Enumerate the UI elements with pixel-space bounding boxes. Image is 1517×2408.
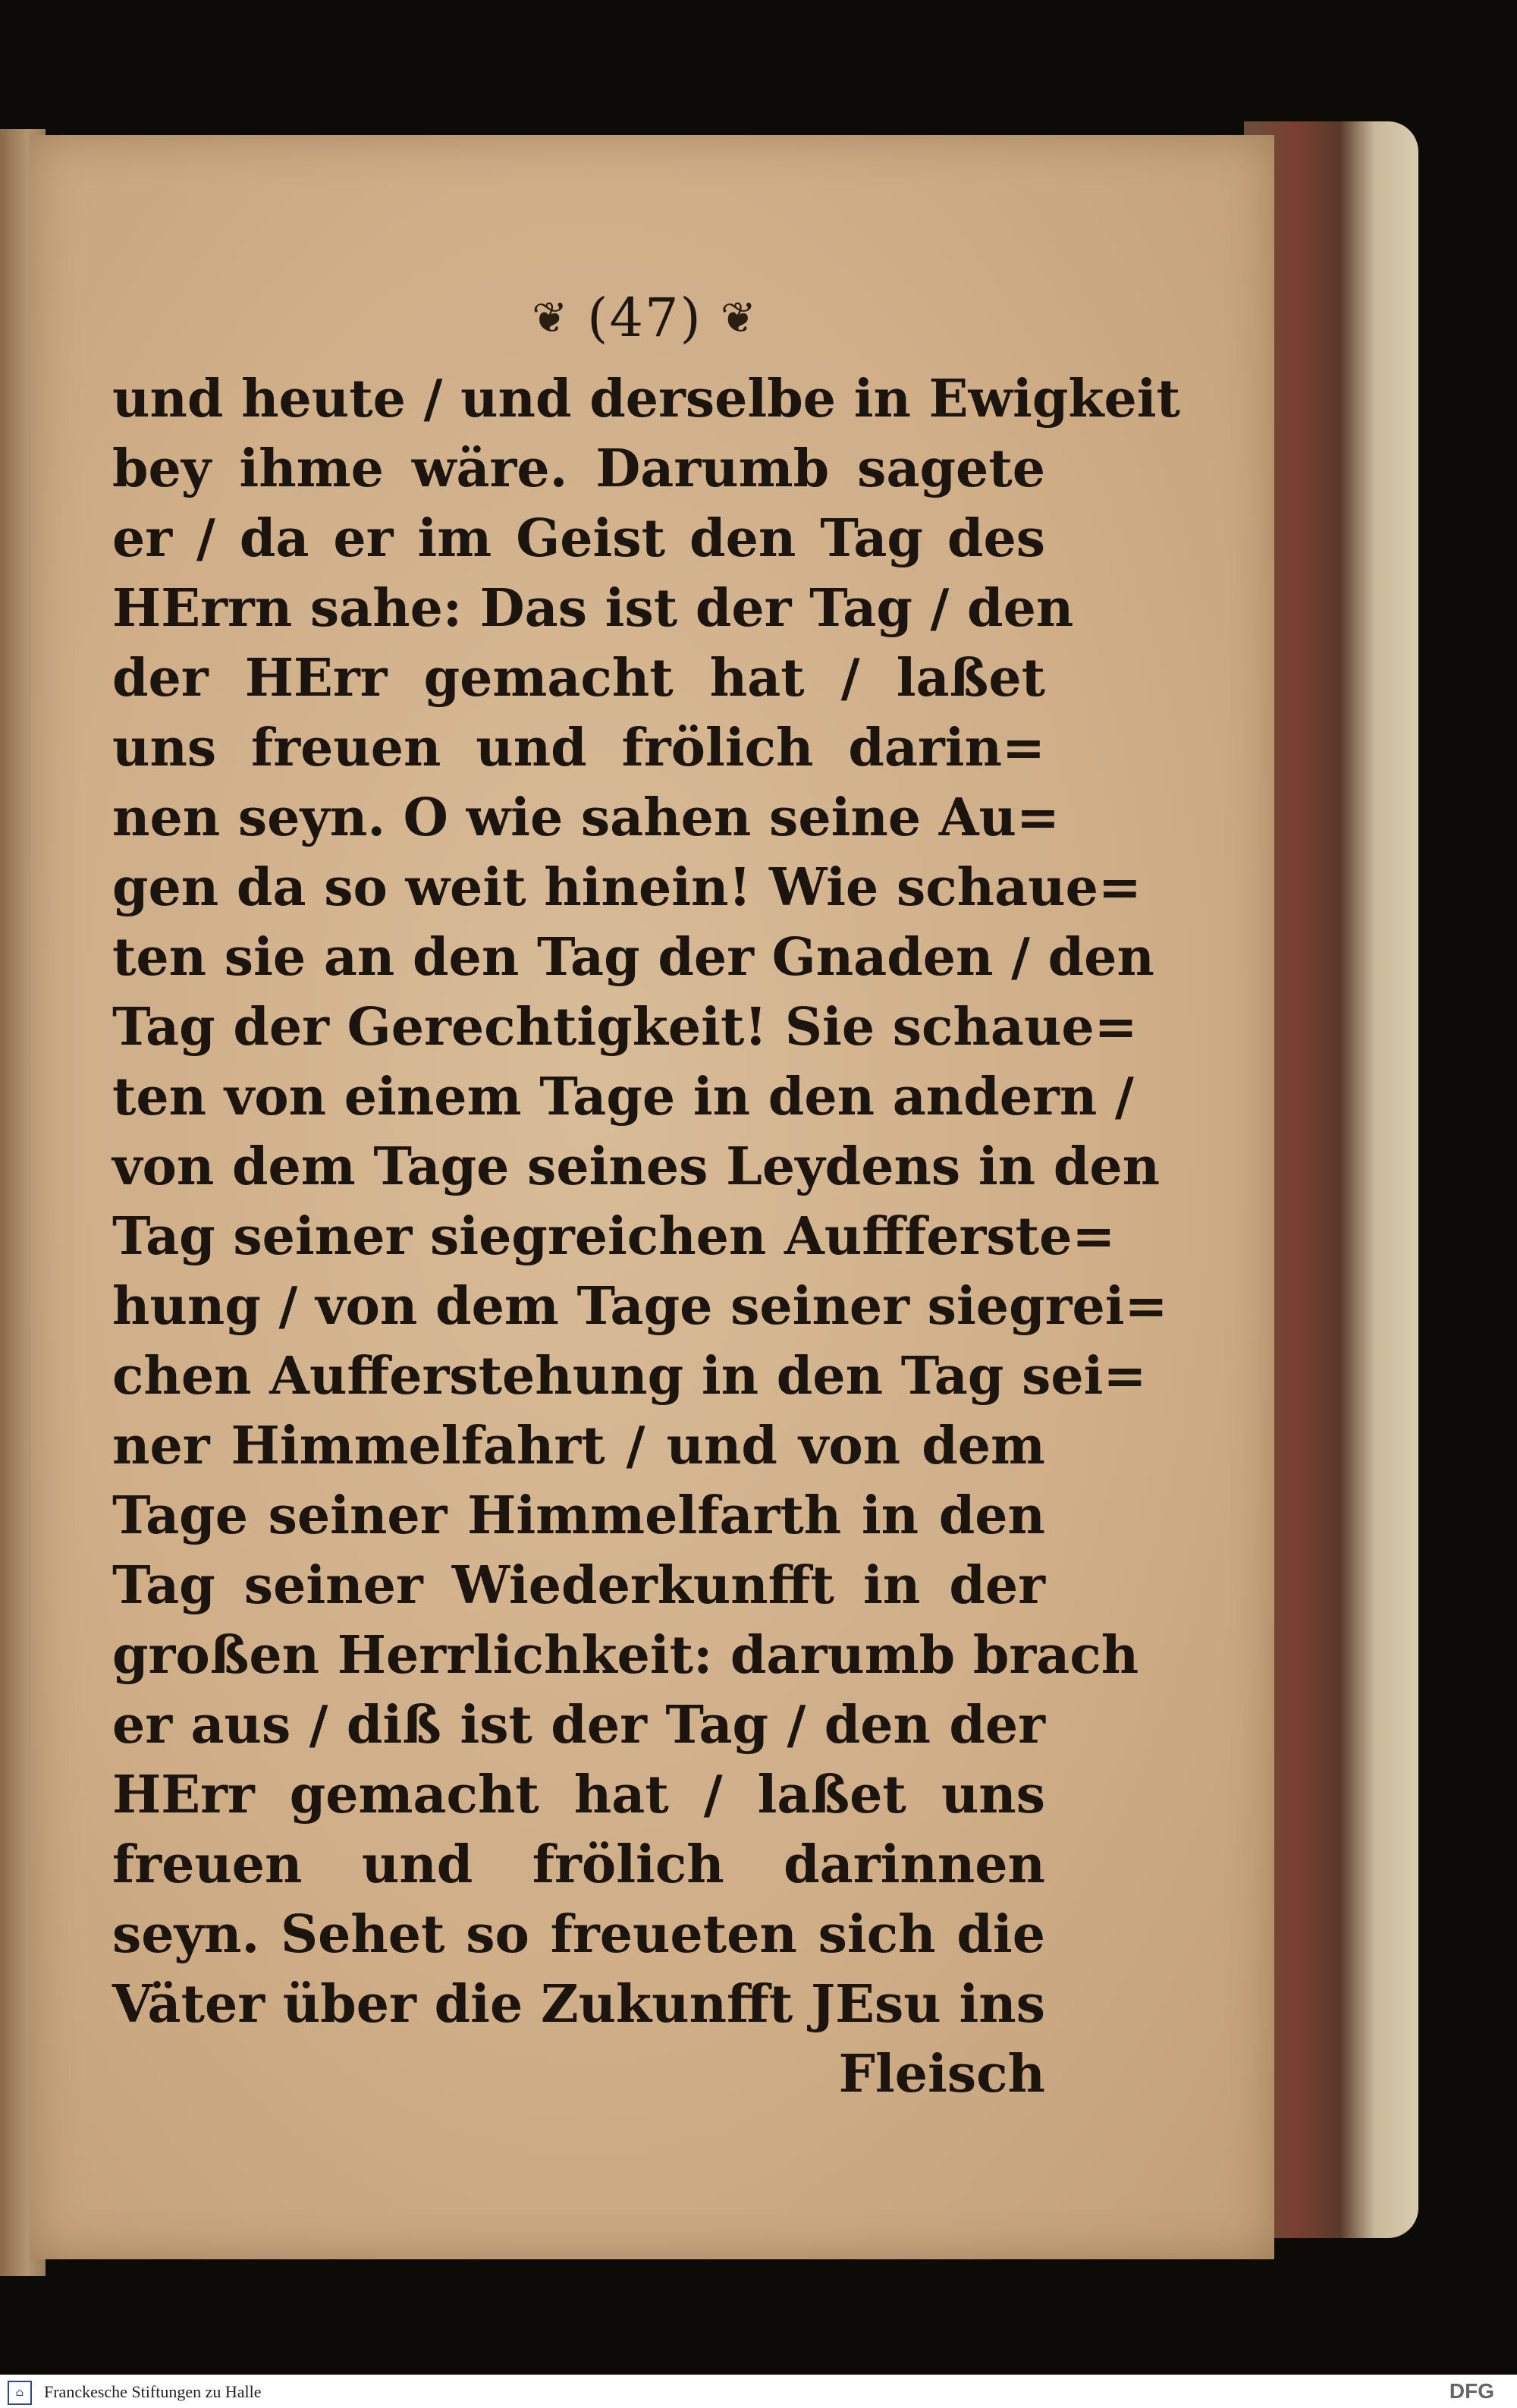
text-line: freuen und frölich darinnen — [112, 1834, 1045, 1895]
text-line: ten sie an den Tag der Gnaden / den — [112, 927, 1154, 988]
text-line: hung / von dem Tage seiner siegrei= — [112, 1276, 1168, 1337]
text-line: bey ihme wäre. Darumb sagete — [112, 439, 1045, 499]
page-number: (47) — [587, 287, 702, 349]
text-line: nen seyn. O wie sahen seine Au= — [112, 787, 1060, 848]
text-line: chen Aufferstehung in den Tag sei= — [112, 1346, 1147, 1407]
text-line: uns freuen und frölich darin= — [112, 718, 1045, 778]
text-line: HErrn sahe: Das ist der Tag / den — [112, 578, 1074, 639]
text-line: von dem Tage seines Leydens in den — [112, 1136, 1161, 1197]
text-line: der HErr gemacht hat / laßet — [112, 648, 1045, 709]
text-line: großen Herrlichkeit: darumb brach — [112, 1625, 1139, 1686]
text-line: Tage seiner Himmelfarth in den — [112, 1485, 1045, 1546]
ornament-left-icon: ❦ — [532, 293, 570, 343]
text-line: und heute / und derselbe in Ewigkeit — [112, 369, 1181, 429]
footer-institution[interactable]: Franckesche Stiftungen zu Halle — [44, 2382, 262, 2401]
text-line: Tag seiner siegreichen Auffferste= — [112, 1206, 1116, 1267]
text-line: seyn. Sehet so freueten sich die — [112, 1904, 1045, 1965]
footer-bar — [0, 2375, 1517, 2408]
text-line: er aus / diß ist der Tag / den der — [112, 1695, 1045, 1756]
ornament-right-icon: ❦ — [720, 293, 758, 343]
page-header — [0, 282, 1289, 349]
text-line: ner Himmelfahrt / und von dem — [112, 1416, 1045, 1476]
text-line: HErr gemacht hat / laßet uns — [112, 1765, 1045, 1825]
dfg-logo[interactable]: DFG — [1449, 2379, 1494, 2403]
text-line: Tag der Gerechtigkeit! Sie schaue= — [112, 997, 1138, 1058]
text-line: ten von einem Tage in den andern / — [112, 1067, 1134, 1127]
text-line: Tag seiner Wiederkunfft in der — [112, 1555, 1045, 1616]
catchword: Fleisch — [838, 2044, 1045, 2105]
body-text — [112, 364, 1181, 2109]
institution-logo-icon[interactable]: ⌂ — [8, 2381, 32, 2405]
text-line: Väter über die Zukunfft JEsu ins — [112, 1974, 1045, 2035]
text-line: gen da so weit hinein! Wie schaue= — [112, 857, 1142, 918]
text-line: er / da er im Geist den Tag des — [112, 508, 1045, 569]
